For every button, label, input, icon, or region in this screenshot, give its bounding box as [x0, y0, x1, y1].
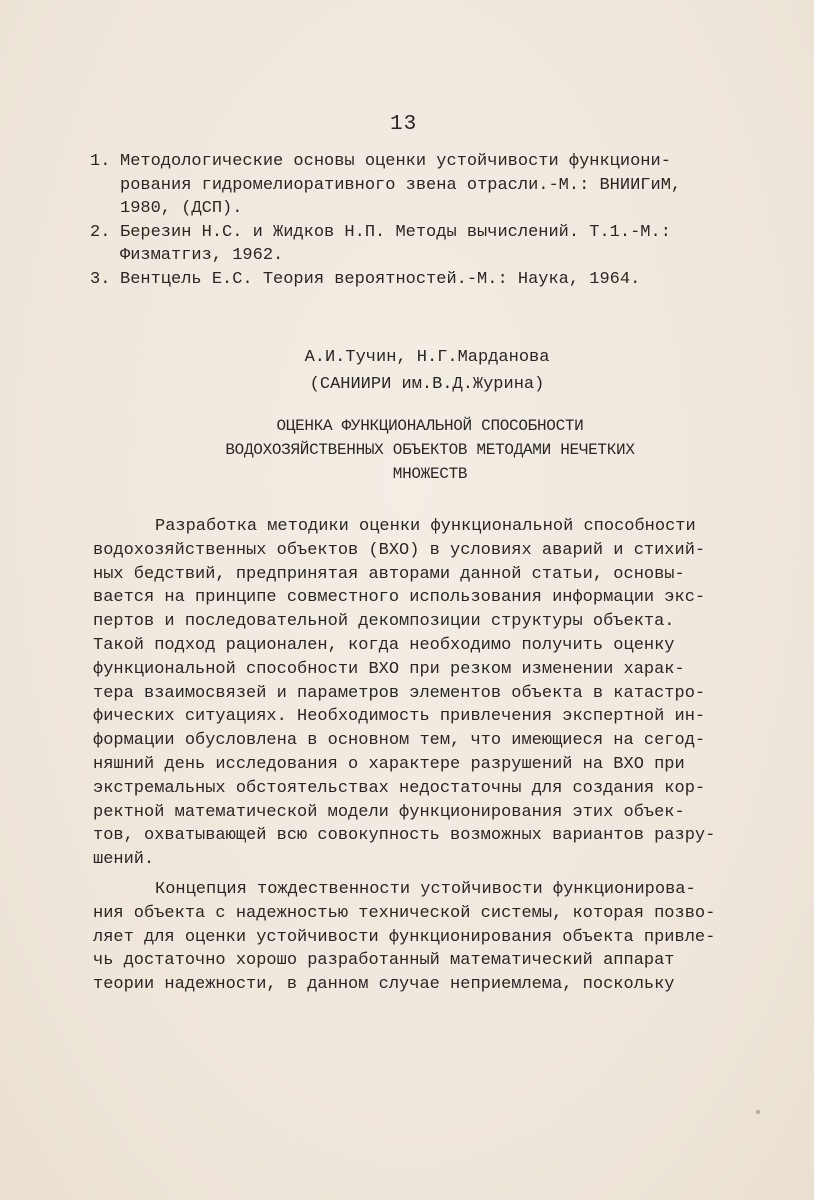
body-line: тера взаимосвязей и параметров элементов объекта в катастро- [93, 683, 706, 703]
body-line: няшний день исследования о характере разрушений на ВХО при [93, 754, 685, 774]
body-line: шений. [93, 850, 155, 870]
paragraph [93, 878, 716, 997]
body-line: вается на принципе совместного использования информации экс- [93, 588, 706, 608]
reference-line: 1980, (ДСП). [120, 199, 243, 218]
title-line: ВОДОХОЗЯЙСТВЕННЫХ ОБЪЕКТОВ МЕТОДАМИ НЕЧЕТКИХ [225, 441, 635, 459]
body-line: тов, охватывающей всю совокупность возможных вариантов разру- [93, 826, 716, 846]
reference-line: Физматгиз, 1962. [120, 246, 284, 265]
references-list [90, 150, 740, 291]
body-line: пертов и последовательной декомпозиции структуры объекта. [93, 612, 675, 632]
reference-item [90, 150, 740, 221]
body-line: Такой подход рационален, когда необходимо получить оценку [93, 635, 675, 655]
article-body [93, 515, 716, 997]
body-line: ляет для оценки устойчивости функционирования объекта привле- [93, 927, 716, 947]
author-names: А.И.Тучин, Н.Г.Марданова [304, 348, 550, 367]
reference-number: 2. [90, 222, 111, 242]
body-line: функциональной способности ВХО при резком изменении харак- [93, 659, 685, 679]
title-line: МНОЖЕСТВ [392, 465, 468, 483]
title-line: ОЦЕНКА ФУНКЦИОНАЛЬНОЙ СПОСОБНОСТИ [276, 417, 584, 435]
body-line: формации обусловлена в основном тем, что имеющиеся на сегод- [93, 731, 706, 751]
body-line: Разработка методики оценки функциональной способности [155, 517, 696, 536]
body-line: чь достаточно хорошо разработанный математический аппарат [93, 951, 675, 971]
reference-line: Вентцель Е.С. Теория вероятностей.-М.: Наука, 1964. [120, 269, 641, 289]
paper-speck [756, 1110, 760, 1114]
body-line: фических ситуациях. Необходимость привлечения экспертной ин- [93, 707, 706, 727]
authors-block [0, 344, 814, 398]
body-line: водохозяйственных объектов (ВХО) в условиях аварий и стихий- [93, 540, 706, 560]
body-line: ния объекта с надежностью технической системы, которая позво- [93, 903, 716, 923]
article-title [150, 414, 710, 486]
paragraph [93, 515, 716, 872]
reference-number: 3. [90, 269, 111, 289]
page-number: 13 [390, 113, 418, 136]
reference-line: рования гидромелиоративного звена отрасли.-М.: ВНИИГиМ, [120, 175, 682, 195]
reference-item [90, 268, 740, 292]
reference-line: Березин Н.С. и Жидков Н.П. Методы вычислений. Т.1.-М.: [120, 222, 671, 242]
body-line: ректной математической модели функционирования этих объек- [93, 802, 685, 822]
body-line: ных бедствий, предпринятая авторами данной статьи, основы- [93, 564, 685, 584]
reference-line: Методологические основы оценки устойчивости функциони- [120, 152, 671, 171]
reference-item [90, 221, 740, 268]
reference-number: 1. [90, 152, 111, 171]
body-line: теории надежности, в данном случае неприемлема, поскольку [93, 975, 675, 995]
author-affiliation: (САНИИРИ им.В.Д.Журина) [309, 375, 545, 394]
body-line: экстремальных обстоятельствах недостаточны для создания кор- [93, 778, 706, 798]
body-line: Концепция тождественности устойчивости функционирова- [155, 879, 696, 899]
